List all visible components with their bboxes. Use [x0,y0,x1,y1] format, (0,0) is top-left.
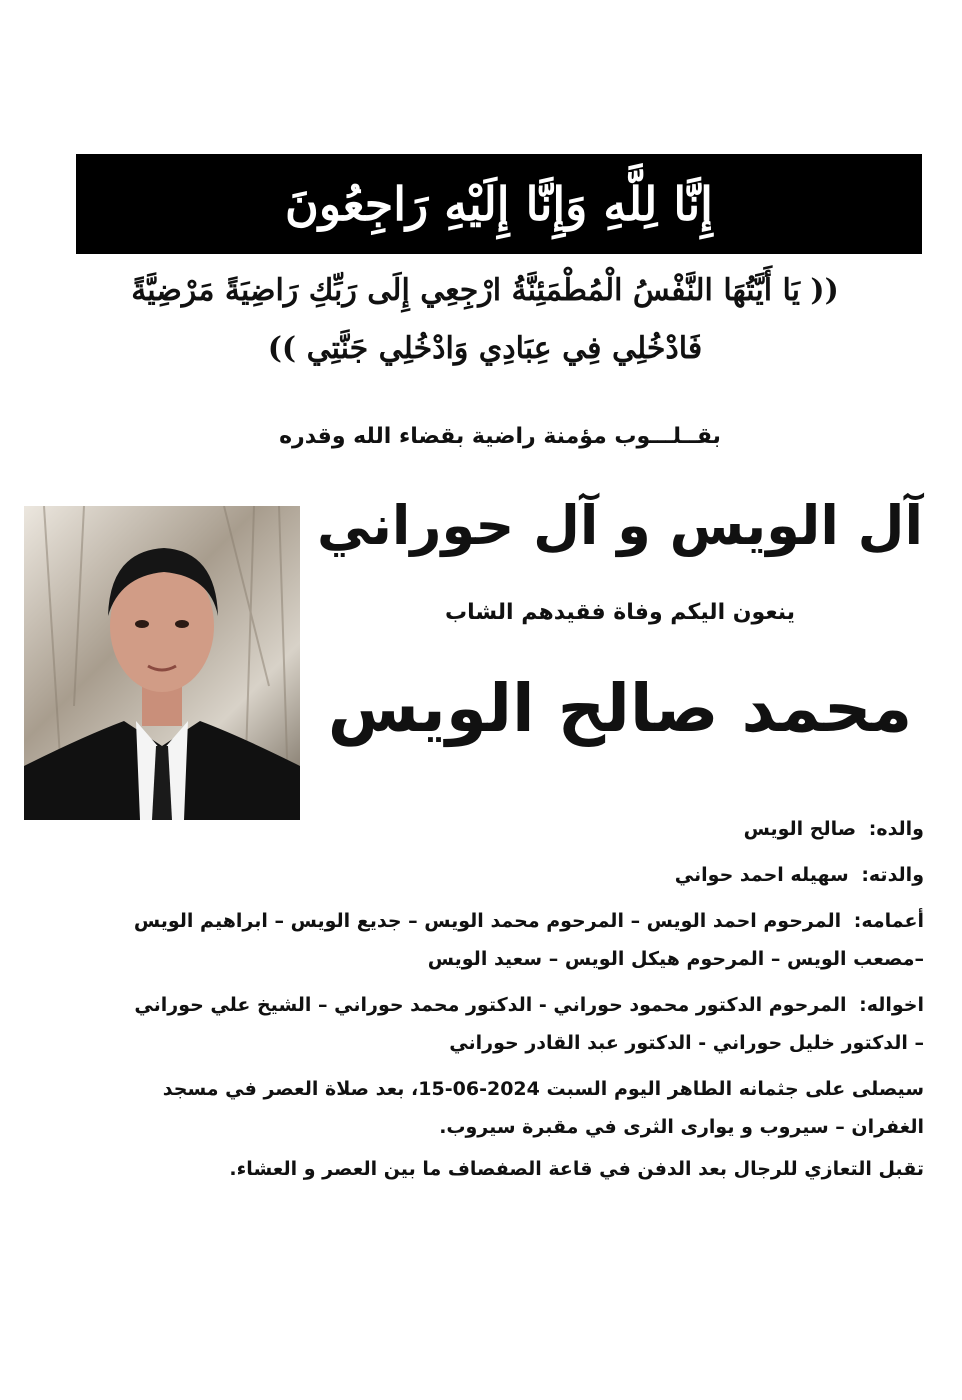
father-row [124,810,924,848]
banner-text: إِنَّا لِلَّهِ وَإِنَّا إِلَيْهِ رَاجِعُونَ [285,177,713,231]
mother-label: والدته: [861,864,924,886]
deceased-photo [24,506,300,820]
families-title: آل الويس و آل حوراني [316,494,924,557]
portrait-illustration [24,506,300,820]
believers-line: بقــلـــوب مؤمنة راضية بقضاء الله وقدره [279,424,721,449]
maternal-uncles-row [124,986,924,1062]
uncles-list: المرحوم احمد الويس – المرحوم محمد الويس – جديع الويس – ابراهيم الويس –مصعب الويس – المرحوم هيكل الويس – سعيد الويس [133,910,924,970]
mourning-line: ينعون اليكم وفاة فقيدهم الشاب [444,600,795,625]
father-label: والده: [868,818,924,840]
mother-name: سهيله احمد حواني [674,864,849,886]
details-section [124,810,924,1196]
father-name: صالح الويس [743,818,857,840]
prayer-info: سيصلى على جثمانه الطاهر اليوم السبت 2024-06-15، بعد صلاة العصر في مسجد الغفران – سيروب و يوارى الثرى في مقبرة سيروب. [162,1078,924,1138]
uncles-label: أعمامه: [853,910,924,932]
quran-verse [60,262,910,378]
maternal-uncles-list: المرحوم الدكتور محمود حوراني - الدكتور محمد حوراني – الشيخ علي حوراني – الدكتور خليل حوراني - الدكتور عبد القادر حوراني [134,994,924,1054]
header-banner [76,154,922,254]
maternal-uncles-label: اخواله: [859,994,924,1016]
uncles-row [124,902,924,978]
mother-row [124,856,924,894]
verse-line-1: (( يَا أَيَّتُهَا النَّفْسُ الْمُطْمَئِنَّةُ ارْجِعِي إِلَى رَبِّكِ رَاضِيَةً مَرْضِيَّةً [131,273,839,308]
condolences-info: تقبل التعازي للرجال بعد الدفن في قاعة الصفصاف ما بين العصر و العشاء. [229,1158,924,1180]
deceased-name: محمد صالح الويس [327,670,913,747]
verse-line-2: فَادْخُلِي فِي عِبَادِي وَادْخُلِي جَنَّتِي )) [267,331,703,366]
